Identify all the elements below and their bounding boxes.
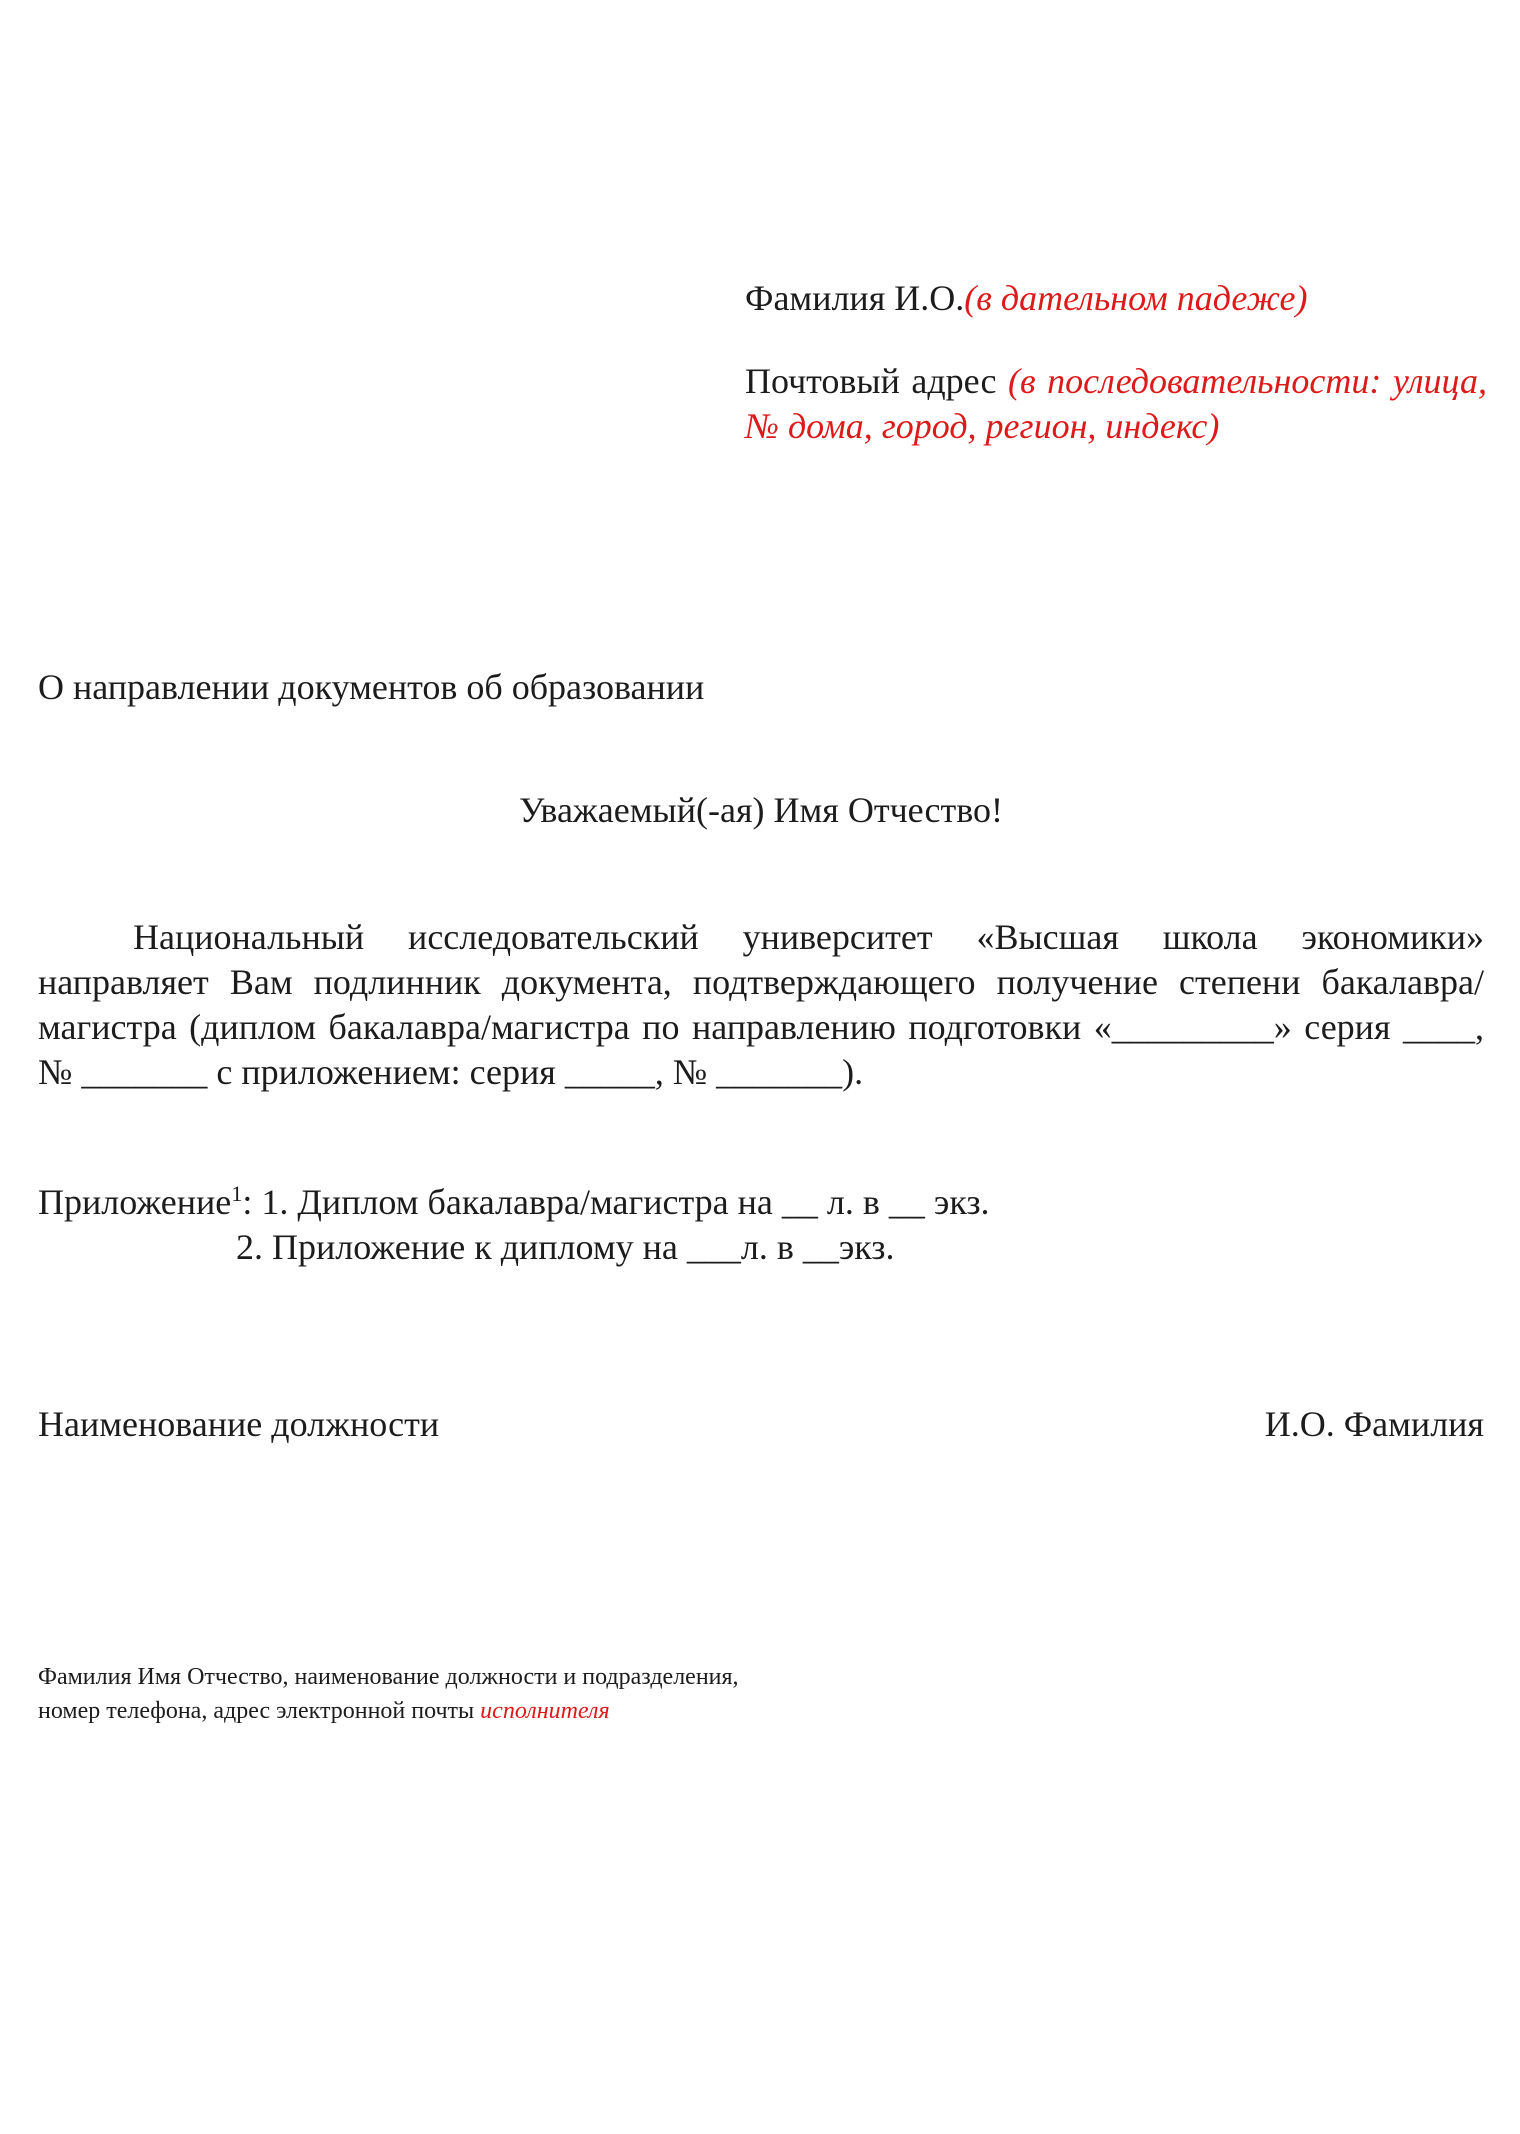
executor-line-2-note: исполнителя xyxy=(480,1698,610,1724)
signature-name: И.О. Фамилия xyxy=(1264,1404,1484,1444)
recipient-block xyxy=(745,276,1487,449)
executor-line-2 xyxy=(38,1694,1038,1728)
body-paragraph: Национальный исследовательский университет «Высшая школа экономики» направляет Вам подлинник документа, подтверждающего получение степени бакалавра/магистра (диплом бакалавра/магистра по направлению подготовки «_________» серия ____, № _______ с приложением: серия _____, № _______). xyxy=(38,917,1484,1092)
recipient-address-note: (в последовательности: улица, № дома, город, регион, индекс) xyxy=(745,361,1487,446)
signature-row xyxy=(38,1402,1484,1447)
subject-line: О направлении документов об образовании xyxy=(38,667,705,707)
attachments-label: Приложение xyxy=(38,1182,232,1222)
attachment-item-1 xyxy=(38,1180,1484,1225)
executor-block xyxy=(38,1660,1038,1728)
recipient-name-line xyxy=(745,276,1487,321)
signature-position-title: Наименование должности xyxy=(38,1404,440,1444)
attachment-item-1-text: : 1. Диплом бакалавра/магистра на __ л. в __ экз. xyxy=(242,1182,990,1222)
attachments-block xyxy=(38,1180,1484,1270)
recipient-name-text: Фамилия И.О. xyxy=(745,278,965,318)
salutation-line: Уважаемый(-ая) Имя Отчество! xyxy=(519,790,1003,830)
recipient-address-line xyxy=(745,359,1487,449)
attachment-item-2: 2. Приложение к диплому на ___л. в __экз. xyxy=(236,1227,895,1267)
executor-line-1: Фамилия Имя Отчество, наименование должности и подразделения, xyxy=(38,1664,739,1690)
executor-line-2-text: номер телефона, адрес электронной почты xyxy=(38,1698,481,1724)
footnote-mark: 1 xyxy=(231,1181,243,1206)
recipient-name-note: (в дательном падеже) xyxy=(964,278,1308,318)
recipient-address-text: Почтовый адрес xyxy=(745,361,1009,401)
